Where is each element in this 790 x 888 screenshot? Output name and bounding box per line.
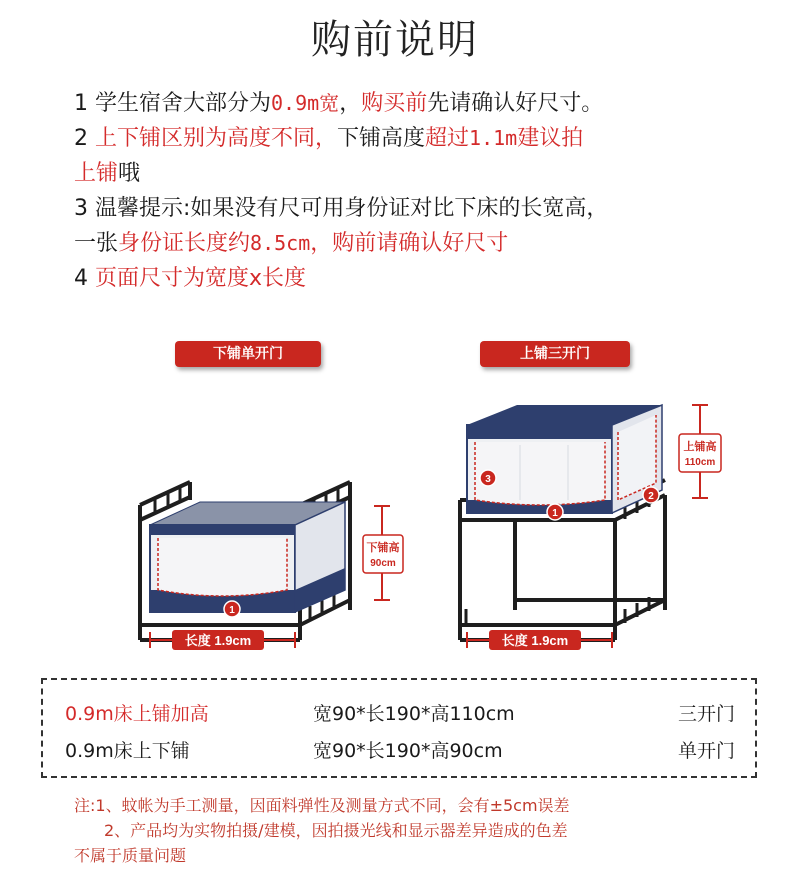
lower-height-text-1: 下铺高 — [366, 542, 400, 554]
lower-height-text-2: 90cm — [370, 558, 396, 569]
note-text: 先请确认好尺寸。 — [427, 91, 604, 116]
page-title: 购前说明 — [311, 17, 479, 63]
note-highlight: 页面尺寸为宽度x长度 — [95, 266, 307, 291]
note-text: 下铺高度 — [337, 126, 426, 151]
spec-size: 宽90*长190*高110cm — [313, 703, 515, 725]
note-highlight: 8.5cm — [250, 231, 311, 255]
note-highlight: 上下铺区别为高度不同， — [95, 126, 338, 151]
note-highlight: 身份证长度约 — [118, 231, 251, 256]
note-highlight: 上铺 — [74, 161, 119, 186]
upper-bunk-illustration — [460, 405, 721, 650]
lower-bunk-label: 下铺单开门 — [175, 341, 321, 367]
upper-canopy-band — [467, 425, 612, 439]
note-text: 哦 — [118, 161, 141, 186]
note-text: 学生宿舍大部分为 — [95, 91, 272, 116]
spec-table — [41, 678, 757, 778]
lower-length-text: 长度 1.9cm — [184, 633, 252, 648]
note-number: 4 — [74, 266, 95, 291]
badge-1-lower-text: 1 — [229, 605, 235, 616]
badge-1-upper-text: 1 — [552, 508, 558, 519]
spec-door: 单开门 — [677, 740, 735, 762]
note-highlight: ，购前请确认好尺寸 — [310, 231, 509, 256]
note-highlight: 1.1m — [469, 126, 518, 150]
spec-row-upper — [65, 699, 735, 729]
footnote-line-2: 2、产品均为实物拍摄/建模，因拍摄光线和显示器差异造成的色差 — [104, 821, 568, 840]
spec-door: 三开门 — [677, 703, 735, 725]
upper-height-text-1: 上铺高 — [683, 441, 717, 453]
upper-height-text-2: 110cm — [684, 457, 716, 468]
spec-name: 0.9m床上铺加高 — [65, 703, 209, 725]
note-text: ， — [339, 91, 362, 116]
lower-canopy-door — [158, 538, 287, 596]
upper-bunk-label: 上铺三开门 — [480, 341, 630, 367]
note-highlight: 0.9m宽 — [271, 91, 340, 115]
note-number: 1 — [74, 91, 95, 116]
lower-canopy-band — [150, 525, 295, 535]
spec-name: 0.9m床上下铺 — [65, 740, 190, 762]
footnote — [74, 793, 774, 868]
note-text: 一张 — [74, 231, 119, 256]
upper-length-text: 长度 1.9cm — [501, 633, 569, 648]
note-number: 3 — [74, 196, 95, 221]
badge-2-upper-text: 2 — [648, 491, 654, 502]
lower-bunk-illustration — [140, 482, 403, 650]
note-text: 温馨提示:如果没有尺可用身份证对比下床的长宽高， — [95, 196, 609, 221]
note-highlight: 购买前 — [361, 91, 428, 116]
footnote-line-1: 注:1、蚊帐为手工测量，因面料弹性及测量方式不同，会有±5cm误差 — [74, 796, 570, 815]
spec-row-lower — [65, 736, 735, 766]
note-highlight: 建议拍 — [517, 126, 584, 151]
badge-3-upper-text: 3 — [485, 474, 491, 485]
spec-size: 宽90*长190*高90cm — [313, 740, 503, 762]
note-number: 2 — [74, 126, 95, 151]
note-highlight: 超过 — [425, 126, 470, 151]
footnote-line-3: 不属于质量问题 — [74, 846, 187, 865]
